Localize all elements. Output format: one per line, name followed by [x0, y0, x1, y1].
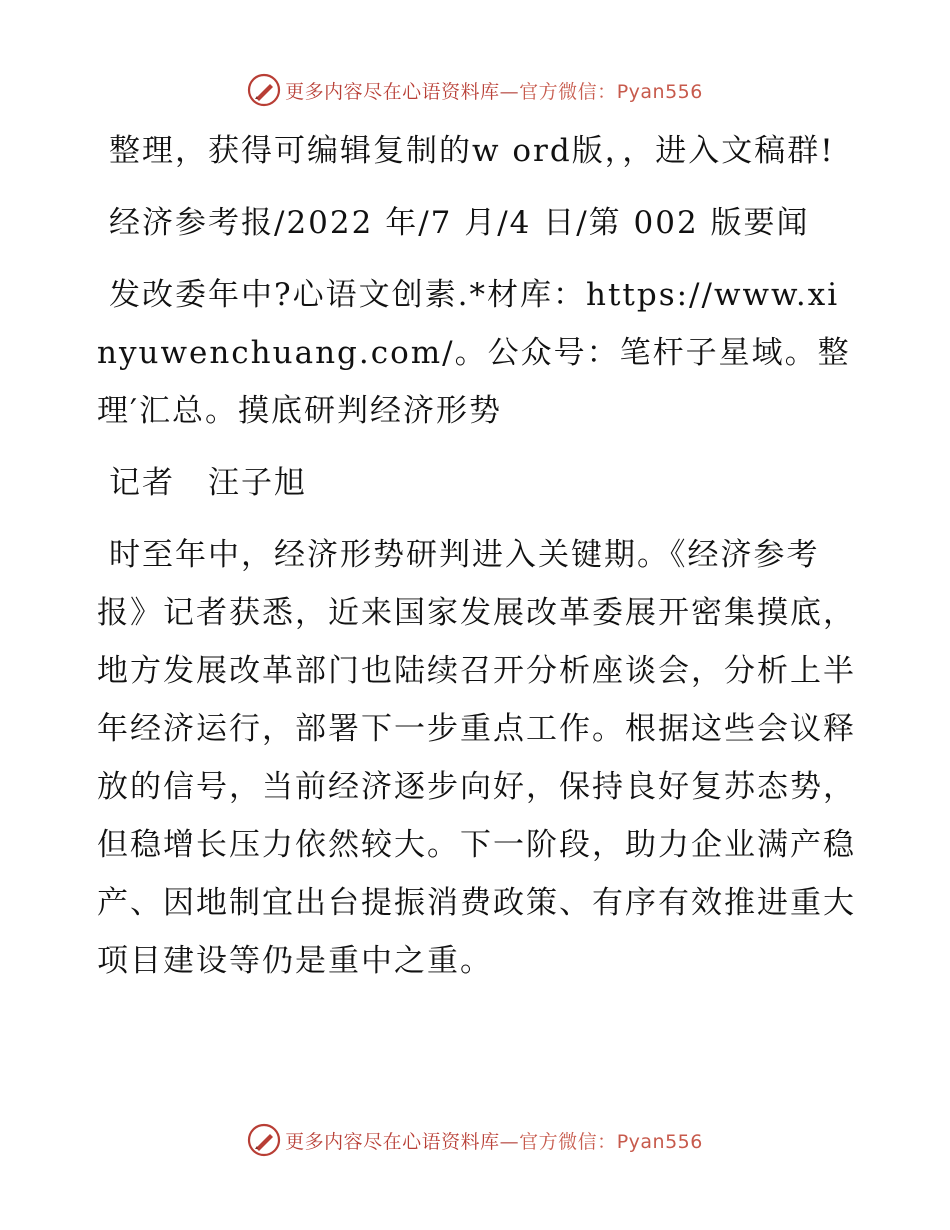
watermark-separator: — — [499, 80, 520, 103]
watermark-separator: — — [499, 1130, 520, 1153]
footer-watermark — [0, 1120, 950, 1160]
wechat-id: Pyan556 — [616, 1130, 703, 1153]
intro-text: 整理，获得可编辑复制的w ord版，，进入文稿群! — [109, 133, 835, 169]
pen-logo-icon — [247, 1123, 281, 1157]
wechat-id: Pyan556 — [616, 80, 703, 103]
header-watermark — [0, 70, 950, 110]
source-line: 经济参考报/2022 年/7 月/4 日/第 002 版要闻 — [109, 205, 810, 241]
wechat-label: 官方微信： — [519, 1130, 617, 1153]
watermark-text: 更多内容尽在心语资料库 — [285, 80, 500, 103]
document-body — [97, 122, 857, 990]
article-paragraph: 时至年中，经济形势研判进入关键期。《经济参考报》记者获悉，近来国家发展改革委展开密集摸底，地方发展改革部门也陆续召开分析座谈会，分析上半年经济运行，部署下一步重点工作。根据这些会议释放的信号，当前经济逐步向好，保持良好复苏态势，但稳增长压力依然较大。下一阶段，助力企业满产稳产、因地制宜出台提振消费政策、有序有效推进重大项目建设等仍是重中之重。 — [97, 537, 856, 979]
wechat-label: 官方微信： — [519, 80, 617, 103]
pen-logo-icon — [247, 73, 281, 107]
byline: 记者 汪子旭 — [109, 465, 307, 501]
headline: 发改委年中?心语文创素.*材库：https://www.xinyuwenchuang.com/。公众号：笔杆子星域。整理′汇总。摸底研判经济形势 — [97, 277, 851, 429]
watermark-text: 更多内容尽在心语资料库 — [285, 1130, 500, 1153]
